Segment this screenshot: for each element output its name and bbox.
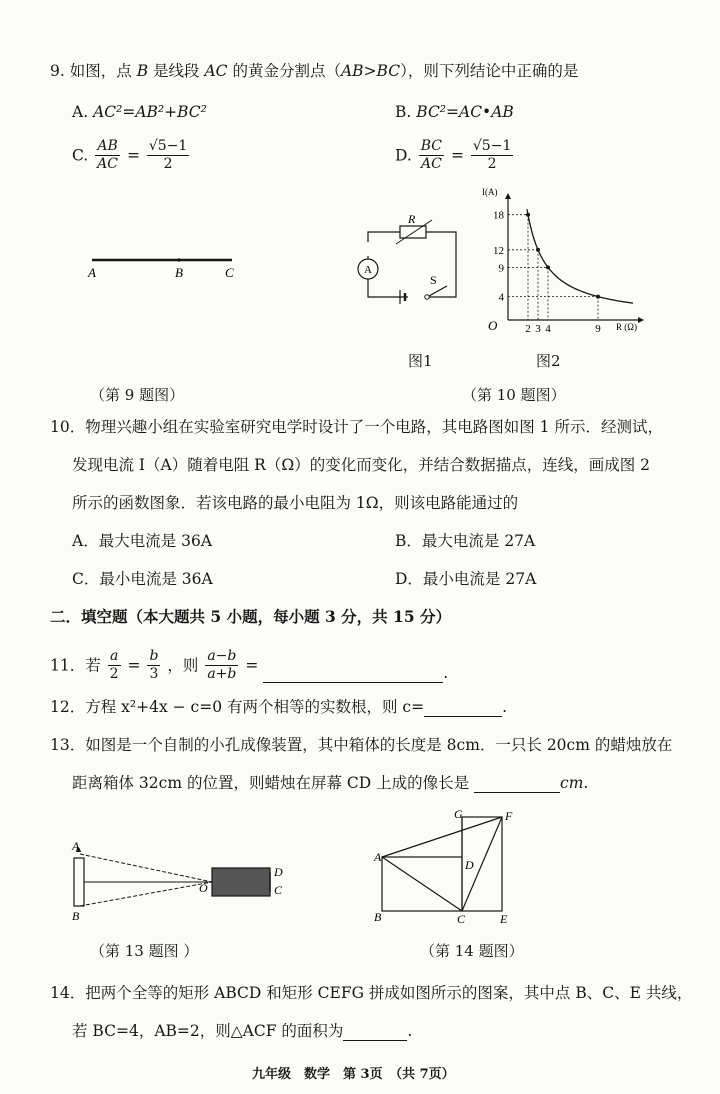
graph-origin: O [488, 318, 498, 333]
ray-top [80, 854, 212, 882]
x-tick-label: 2 [525, 323, 531, 335]
y-tick-label: 4 [498, 291, 504, 304]
label-b: B [374, 910, 382, 924]
point-b [177, 258, 181, 262]
y-tick-label: 18 [493, 209, 504, 222]
label-c: C [274, 883, 283, 897]
graph-ticks [493, 210, 601, 335]
page-footer: 九年级 数学 第 3页 （共 7页） [252, 1067, 455, 1082]
label-a: A [88, 265, 96, 280]
q14-line-2: 若 BC=4，AB=2，则△ACF 的面积为 . [72, 1022, 413, 1040]
q13-figure [62, 830, 302, 925]
q11-answer-blank[interactable] [263, 666, 443, 683]
wire-top [368, 232, 456, 297]
q12: 12．方程 x²+4x − c=0 有两个相等的实数根，则 c= . [50, 698, 508, 716]
q9-option-d: D. $\frac{BC}{AC}$ = $\frac{√5-1}{2}$ [395, 138, 512, 172]
data-point [536, 248, 540, 252]
label-s: S [430, 273, 437, 287]
switch-lever [429, 286, 447, 296]
q13-line-1: 13．如图是一个自制的小孔成像装置，其中箱体的长度是 8cm．一只长 20cm 的蜡烛放在 [50, 736, 673, 754]
data-point [546, 265, 550, 269]
graph-axes [505, 193, 644, 323]
q10-option-c: C．最小电流是 36A [72, 570, 213, 588]
q10-line-1: 10．物理兴趣小组在实验室研究电学时设计了一个电路，其电路图如图 1 所示．经测试， [50, 418, 663, 436]
label-a: A [72, 839, 80, 853]
fig2-label: 图2 [536, 352, 561, 370]
label-g: G [454, 807, 463, 821]
q9-segment-figure [80, 250, 250, 282]
q14-caption: （第 14 题图） [420, 942, 524, 960]
x-tick-label: 4 [545, 323, 551, 335]
x-axis-arrow [638, 317, 644, 323]
label-a: A [374, 850, 382, 864]
segment-af [382, 817, 502, 857]
y-tick-label: 12 [493, 244, 504, 257]
label-e: E [500, 912, 508, 925]
graph-y-axis-label: I(A) [482, 187, 498, 197]
q13-caption: （第 13 题图 ） [90, 942, 199, 960]
candle [74, 858, 84, 906]
label-b: B [175, 265, 183, 280]
fig1-label: 图1 [408, 352, 433, 370]
q13-answer-blank[interactable] [474, 776, 560, 793]
graph-points [508, 213, 600, 320]
q10-line-2: 发现电流 I（A）随着电阻 R（Ω）的变化而变化，并结合数据描点，连线，画成图 2 [72, 456, 650, 474]
q9-option-b: B. BC²=AC•AB [395, 103, 514, 121]
q9-option-c: C. $\frac{AB}{AC}$ = $\frac{√5-1}{2}$ [72, 138, 188, 172]
data-point [596, 295, 600, 299]
q10-option-b: B．最大电流是 27A [395, 532, 536, 550]
q11: 11．若 $\frac{a}{2}$ = $\frac{b}{3}$ ，则 $\frac{a-b}{a+b}$ = . [50, 648, 449, 682]
q10-circuit-figure [352, 212, 472, 312]
y-tick-label: 9 [498, 262, 504, 275]
label-d: D [465, 858, 474, 872]
label-f: F [505, 809, 513, 823]
q14-answer-blank[interactable] [343, 1024, 407, 1041]
graph-x-axis-label: R (Ω) [616, 322, 637, 332]
q13-line-2: 距离箱体 32cm 的位置，则蜡烛在屏幕 CD 上成的像长是 cm. [72, 774, 589, 792]
label-c: C [457, 912, 466, 925]
switch-pivot [425, 295, 429, 299]
x-tick-label: 9 [595, 323, 601, 335]
ray-bottom [80, 882, 212, 906]
rheostat [400, 226, 426, 238]
q10-caption: （第 10 题图） [462, 386, 566, 404]
segment-ac [382, 857, 462, 911]
x-tick-label: 3 [535, 323, 541, 335]
y-axis-arrow [505, 193, 511, 199]
label-c: C [225, 265, 234, 280]
q14-line-1: 14．把两个全等的矩形 ABCD 和矩形 CEFG 拼成如图所示的图案，其中点 B、C、E 共线， [50, 984, 693, 1002]
q9-caption: （第 9 题图） [90, 386, 185, 404]
q10-option-a: A．最大电流是 36A [72, 532, 213, 550]
label-r: R [408, 212, 416, 226]
q14-figure [370, 805, 520, 925]
q9-option-a: A. AC²=AB²+BC² [72, 103, 207, 121]
label-ammeter: A [364, 264, 372, 276]
label-b: B [72, 909, 80, 923]
q9-stem: 9. 如图，点 B 是线段 AC 的黄金分割点（AB>BC），则下列结论中正确的是 [50, 62, 579, 80]
label-d: D [274, 865, 283, 879]
graph-curve [527, 209, 633, 303]
q12-answer-blank[interactable] [424, 700, 502, 717]
data-point [526, 213, 530, 217]
section-2-heading: 二．填空题（本大题共 5 小题，每小题 3 分，共 15 分） [50, 607, 452, 626]
q10-line-3: 所示的函数图象．若该电路的最小电阻为 1Ω，则该电路能通过的 [72, 494, 519, 512]
q10-option-d: D．最小电流是 27A [395, 570, 537, 588]
q10-graph [478, 185, 646, 335]
box [212, 868, 270, 896]
label-o: O [199, 881, 208, 895]
